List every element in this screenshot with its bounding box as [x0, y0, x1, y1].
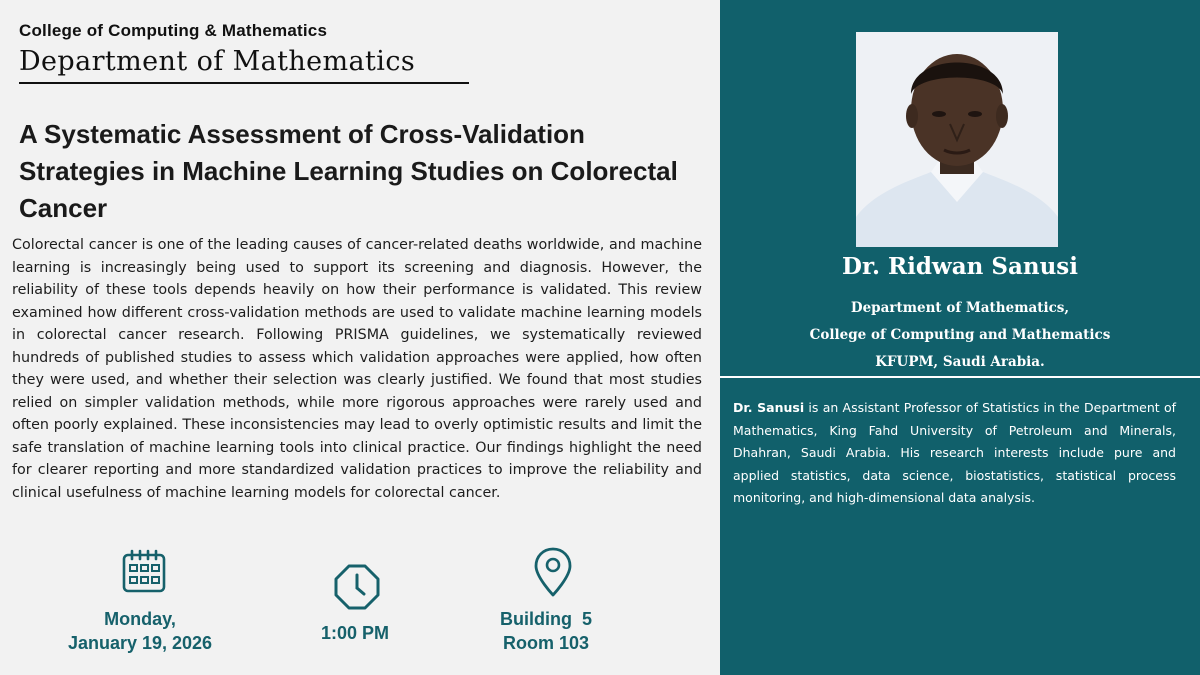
event-date	[40, 607, 240, 655]
event-date-full: January 19, 2026	[67, 633, 213, 653]
event-building: Building 5	[500, 609, 592, 629]
speaker-divider	[720, 376, 1200, 378]
affiliation-university: KFUPM, Saudi Arabia.	[875, 354, 1045, 370]
talk-abstract: Colorectal cancer is one of the leading causes of cancer-related deaths worldwide, and machine learning is increasingly being used to support its screening and diagnosis. However, the reliability of these tools depends heavily on how their performance is validated. This review examined how different cross-validation methods are used to validate machine learning models in colorectal cancer research. Following PRISMA guidelines, we systematically reviewed hundreds of published studies to assess which validation approaches were applied, how often they were used, and whether their selection was clearly justified. We found that most studies relied on simpler validation methods, while more rigorous approaches were rarely used and often poorly explained. These inconsistencies may lead to overly optimistic results and limit the safe translation of machine learning tools into clinical practice. Our findings highlight the need for clearer reporting and more standardized validation practices to improve the reliability and clinical usefulness of machine learning models for colorectal cancer.	[12, 237, 702, 501]
affiliation-college: College of Computing and Mathematics	[809, 327, 1111, 343]
calendar-icon	[121, 549, 167, 595]
event-room: Room 103	[502, 633, 590, 653]
location-pin-icon	[533, 546, 573, 598]
speaker-bio-text: is an Assistant Professor of Statistics in the Department of Mathematics, King Fahd University of Petroleum and Minerals, Dhahran, Saudi Arabia. His research interests include pure and applied statistics, data science, biostatistics, statistical process monitoring, and high-dimensional data analysis.	[733, 400, 1176, 506]
talk-title: A Systematic Assessment of Cross-Validation Strategies in Machine Learning Studies on Colorectal Cancer	[19, 119, 678, 223]
event-time: 1:00 PM	[320, 623, 390, 643]
speaker-photo	[856, 32, 1058, 247]
department-name: Department of Mathematics	[19, 46, 416, 77]
speaker-bio	[733, 397, 1176, 510]
clock-icon	[333, 563, 381, 611]
department-underline	[19, 82, 469, 84]
speaker-affiliation	[720, 295, 1200, 376]
event-location	[476, 607, 616, 655]
speaker-name: Dr. Ridwan Sanusi	[842, 253, 1078, 280]
speaker-bio-lead: Dr. Sanusi	[733, 400, 805, 415]
event-date-day: Monday,	[104, 609, 176, 629]
college-name: College of Computing & Mathematics	[19, 21, 328, 40]
affiliation-department: Department of Mathematics,	[850, 300, 1070, 316]
